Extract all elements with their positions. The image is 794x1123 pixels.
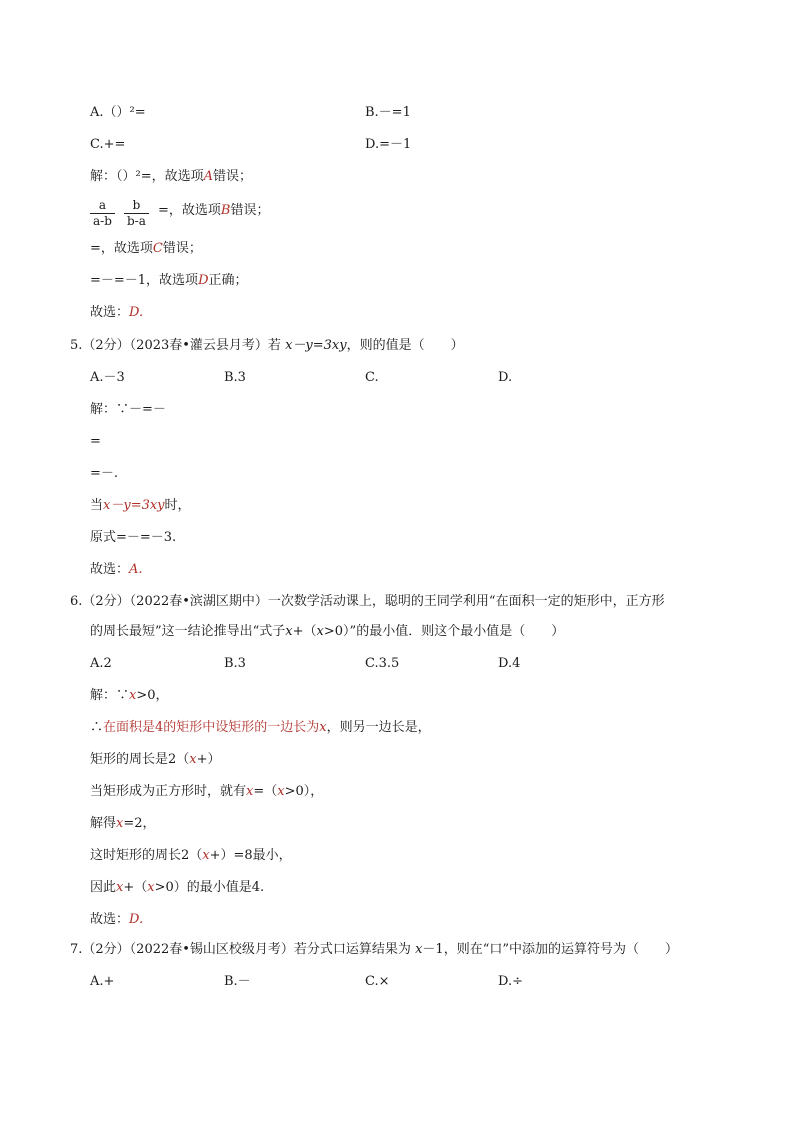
q6-sol2-highlight: 在面积是4的矩形中设矩形的一边长为 bbox=[103, 720, 320, 735]
q5-stem-suffix: ，则的值是（ ） bbox=[346, 338, 464, 353]
q4-sol1-letter: A bbox=[203, 169, 213, 184]
q6-sol5-suffix: =2， bbox=[123, 816, 156, 831]
q6-solution-line-1 bbox=[90, 687, 169, 705]
q6-sol3-text: 矩形的周长是2（ bbox=[90, 752, 190, 767]
q7-stem-text: 7.（2分）（2022春•锡山区校级月考）若分式口运算结果为 bbox=[70, 942, 411, 957]
q4-sol3-letter: C bbox=[152, 241, 163, 256]
q4-sol4-suffix: 正确； bbox=[208, 273, 248, 288]
q5-choice-label: 故选： bbox=[90, 562, 130, 577]
q5-sol4-text: 当 bbox=[90, 498, 104, 513]
q7-stem bbox=[70, 941, 678, 959]
q4-option-c: C.+= bbox=[90, 137, 126, 152]
q6-sol1-suffix: >0， bbox=[136, 688, 169, 703]
q4-sol1-text: 解：（）²=，故选项 bbox=[90, 169, 204, 184]
q4-choice-label: 故选： bbox=[90, 305, 130, 320]
q6-option-b: B.3 bbox=[224, 656, 246, 671]
q4-sol2-text: =，故选项 bbox=[158, 203, 221, 218]
q5-answer-choice bbox=[90, 561, 143, 579]
q6-sol4-mid: =（ bbox=[253, 784, 278, 799]
q6-sol4-x1: x bbox=[246, 784, 254, 799]
q5-choice-letter: A. bbox=[129, 562, 143, 577]
q6-stem-suffix: >0）”的最小值．则这个最小值是（ ） bbox=[323, 624, 565, 639]
q6-solution-line-5 bbox=[90, 815, 156, 833]
q6-sol2-suffix: ，则另一边长是， bbox=[326, 720, 431, 735]
q5-sol4-expression: x－y=3xy bbox=[103, 498, 165, 513]
q6-solution-line-2 bbox=[90, 719, 431, 737]
q6-sol2-x: x bbox=[319, 720, 327, 735]
q6-option-c: C.3.5 bbox=[365, 656, 400, 671]
q5-solution-line-2: = bbox=[90, 434, 101, 449]
q7-option-b: B.－ bbox=[224, 974, 251, 989]
q4-option-a: A.（）²= bbox=[90, 105, 146, 120]
q5-solution-line-4 bbox=[90, 497, 191, 515]
q5-stem bbox=[70, 337, 464, 355]
q6-option-d: D.4 bbox=[498, 656, 521, 671]
q6-sol6-suffix: +）=8最小， bbox=[209, 848, 292, 863]
q4-fraction-2-numerator: b bbox=[124, 198, 149, 214]
q7-option-d: D.÷ bbox=[498, 974, 523, 989]
q6-sol6-x: x bbox=[202, 848, 210, 863]
q4-sol4-letter: D bbox=[198, 273, 209, 288]
q6-sol4-text: 当矩形成为正方形时，就有 bbox=[90, 784, 247, 799]
q6-solution-line-7 bbox=[90, 879, 264, 897]
q4-sol2-letter: B bbox=[220, 203, 231, 218]
q5-stem-text: 5.（2分）（2023春•灌云县月考）若 bbox=[70, 338, 281, 353]
q4-solution-line-1 bbox=[90, 168, 252, 186]
q7-option-a: A.+ bbox=[90, 974, 115, 989]
q4-sol4-text: =－=－1，故选项 bbox=[90, 273, 199, 288]
q4-solution-line-3 bbox=[90, 240, 202, 258]
q4-sol3-text: =，故选项 bbox=[90, 241, 153, 256]
q6-answer-choice bbox=[90, 911, 143, 929]
q5-sol4-suffix: 时， bbox=[164, 498, 191, 513]
q6-sol4-x2: x bbox=[277, 784, 285, 799]
q6-sol4-suffix: >0）， bbox=[284, 784, 324, 799]
q5-option-b: B.3 bbox=[224, 370, 246, 385]
q6-solution-line-6 bbox=[90, 847, 292, 865]
q4-fraction-2 bbox=[124, 198, 149, 229]
q6-option-a: A.2 bbox=[90, 656, 112, 671]
q6-sol7-text: 因此 bbox=[90, 880, 117, 895]
q6-sol5-text: 解得 bbox=[90, 816, 117, 831]
q6-sol7-mid: +（ bbox=[123, 880, 148, 895]
q6-stem-line-2 bbox=[90, 623, 564, 641]
q6-solution-line-3 bbox=[90, 751, 221, 769]
q5-option-c: C. bbox=[365, 370, 379, 385]
q6-sol7-x2: x bbox=[147, 880, 155, 895]
q6-sol6-text: 这时矩形的周长2（ bbox=[90, 848, 203, 863]
q6-sol3-suffix: +） bbox=[196, 752, 221, 767]
q5-solution-line-3: =－. bbox=[90, 466, 119, 481]
q4-sol1-suffix: 错误； bbox=[213, 169, 253, 184]
q6-stem-line-1: 6.（2分）（2022春•滨湖区期中）一次数学活动课上，聪明的王同学利用“在面积一定的矩形中，正方形 bbox=[70, 594, 665, 609]
q4-fraction-1-numerator: a bbox=[90, 198, 115, 214]
q6-choice-letter: D. bbox=[129, 912, 144, 927]
q6-solution-line-4 bbox=[90, 783, 323, 801]
q6-sol1-text: 解：∵ bbox=[90, 688, 130, 703]
q5-solution-line-1: 解：∵－=－ bbox=[90, 402, 166, 417]
q6-sol7-x1: x bbox=[116, 880, 124, 895]
q5-solution-line-5: 原式=－=－3. bbox=[90, 530, 177, 545]
q6-sol2-therefore: ∴ bbox=[90, 720, 104, 735]
q6-choice-label: 故选： bbox=[90, 912, 130, 927]
q7-stem-suffix: －1，则在“口”中添加的运算符号为（ ） bbox=[422, 942, 678, 957]
q5-option-a: A.－3 bbox=[90, 370, 125, 385]
q4-fraction-2-denominator: b-a bbox=[127, 214, 146, 228]
q4-sol2-suffix: 错误； bbox=[230, 203, 270, 218]
q4-option-d: D.=－1 bbox=[365, 137, 412, 152]
q6-stem-text: 的周长最短”这一结论推导出“式子 bbox=[90, 624, 286, 639]
q6-stem-mid: +（ bbox=[292, 624, 317, 639]
q4-fraction-1 bbox=[90, 198, 115, 229]
q6-stem-x1: x bbox=[285, 624, 293, 639]
q4-option-b: B.－=1 bbox=[365, 105, 411, 120]
q4-sol3-suffix: 错误； bbox=[162, 241, 202, 256]
q4-fraction-1-denominator: a-b bbox=[93, 214, 112, 228]
q6-stem-x2: x bbox=[316, 624, 324, 639]
q4-answer-choice bbox=[90, 304, 143, 322]
q5-option-d: D. bbox=[498, 370, 513, 385]
q7-option-c: C.× bbox=[365, 974, 390, 989]
q7-stem-x: x bbox=[415, 942, 423, 957]
q6-sol7-suffix: >0）的最小值是4. bbox=[154, 880, 265, 895]
q5-stem-expression: x－y=3xy bbox=[285, 338, 347, 353]
q6-sol3-x: x bbox=[189, 752, 197, 767]
q6-sol1-x: x bbox=[129, 688, 137, 703]
q4-solution-line-4 bbox=[90, 272, 248, 290]
q4-choice-letter: D. bbox=[129, 305, 144, 320]
q6-sol5-x: x bbox=[116, 816, 124, 831]
q4-solution-line-2 bbox=[158, 202, 269, 220]
